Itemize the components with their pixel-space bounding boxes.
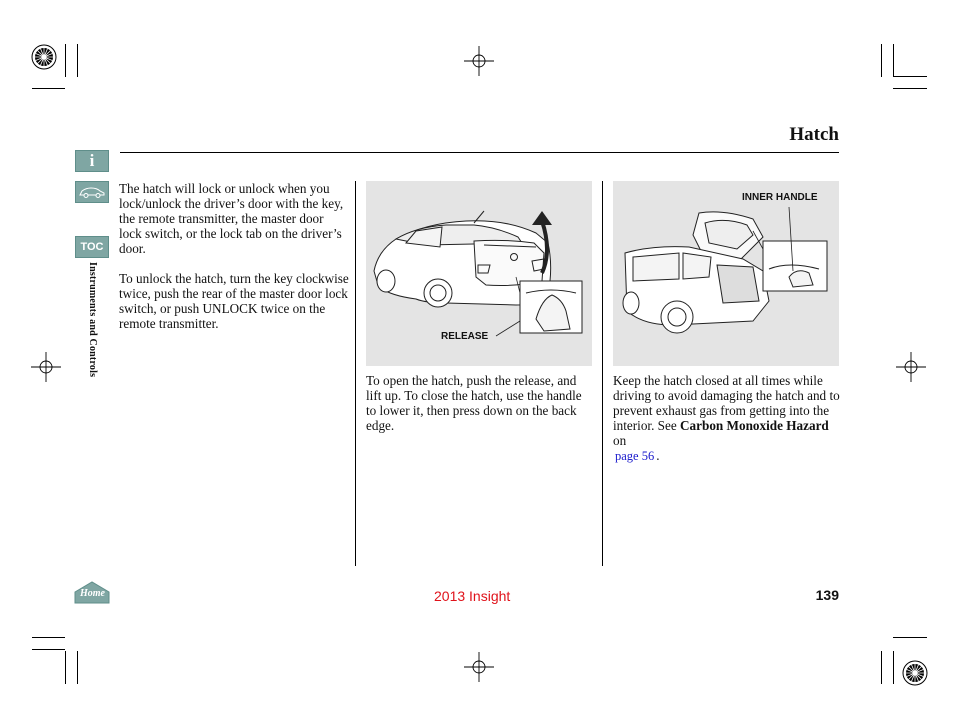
model-name: 2013 Insight: [434, 588, 511, 604]
crosshair-icon: [896, 352, 926, 382]
page-title: Hatch: [789, 124, 839, 145]
column-divider: [355, 181, 356, 566]
column-3-text: [613, 373, 841, 464]
hatch-lock-paragraph: The hatch will lock or unlock when you lock/unlock the driver’s door with the key, the remote transmitter, the master door lock switch, or the lock tab on the driver’s door.: [119, 181, 344, 256]
inner-handle-label: INNER HANDLE: [742, 192, 818, 203]
registration-mark-icon: [31, 44, 57, 70]
info-button[interactable]: [75, 150, 109, 172]
release-figure: [366, 181, 592, 366]
toc-button[interactable]: TOC: [75, 236, 109, 258]
on-text: on: [613, 433, 627, 448]
end-punct: .: [656, 448, 660, 463]
hatch-unlock-paragraph: To unlock the hatch, turn the key clockwise twice, push the rear of the master door lock switch, or push UNLOCK twice on the remote transmitter.: [119, 271, 349, 331]
keep-closed-text: Keep the hatch closed at all times while driving to avoid damaging the hatch and to prevent exhaust gas from getting into the interior. See: [613, 373, 840, 433]
page-number: 139: [815, 587, 839, 603]
open-hatch-paragraph: To open the hatch, push the release, and lift up. To close the hatch, use the handle to lower it, then press down on the back edge.: [366, 373, 582, 433]
car-icon: [78, 185, 106, 199]
vehicle-index-button[interactable]: [75, 181, 109, 203]
title-rule: [120, 152, 839, 153]
release-label: RELEASE: [441, 331, 489, 342]
home-button[interactable]: [74, 580, 110, 604]
crosshair-icon: [464, 46, 494, 76]
column-2-text: [366, 373, 594, 448]
home-label: Home: [80, 588, 105, 599]
column-divider: [602, 181, 603, 566]
open-hatch-illustration: [613, 181, 839, 366]
info-icon: i: [89, 151, 95, 170]
registration-mark-icon: [902, 660, 928, 686]
carbon-monoxide-ref: Carbon Monoxide Hazard: [680, 418, 829, 433]
inner-handle-figure: [613, 181, 839, 366]
column-1-text: [119, 181, 349, 346]
section-label: Instruments and Controls: [87, 262, 98, 378]
crosshair-icon: [31, 352, 61, 382]
page-56-link[interactable]: page 56: [615, 449, 655, 463]
crosshair-icon: [464, 652, 494, 682]
